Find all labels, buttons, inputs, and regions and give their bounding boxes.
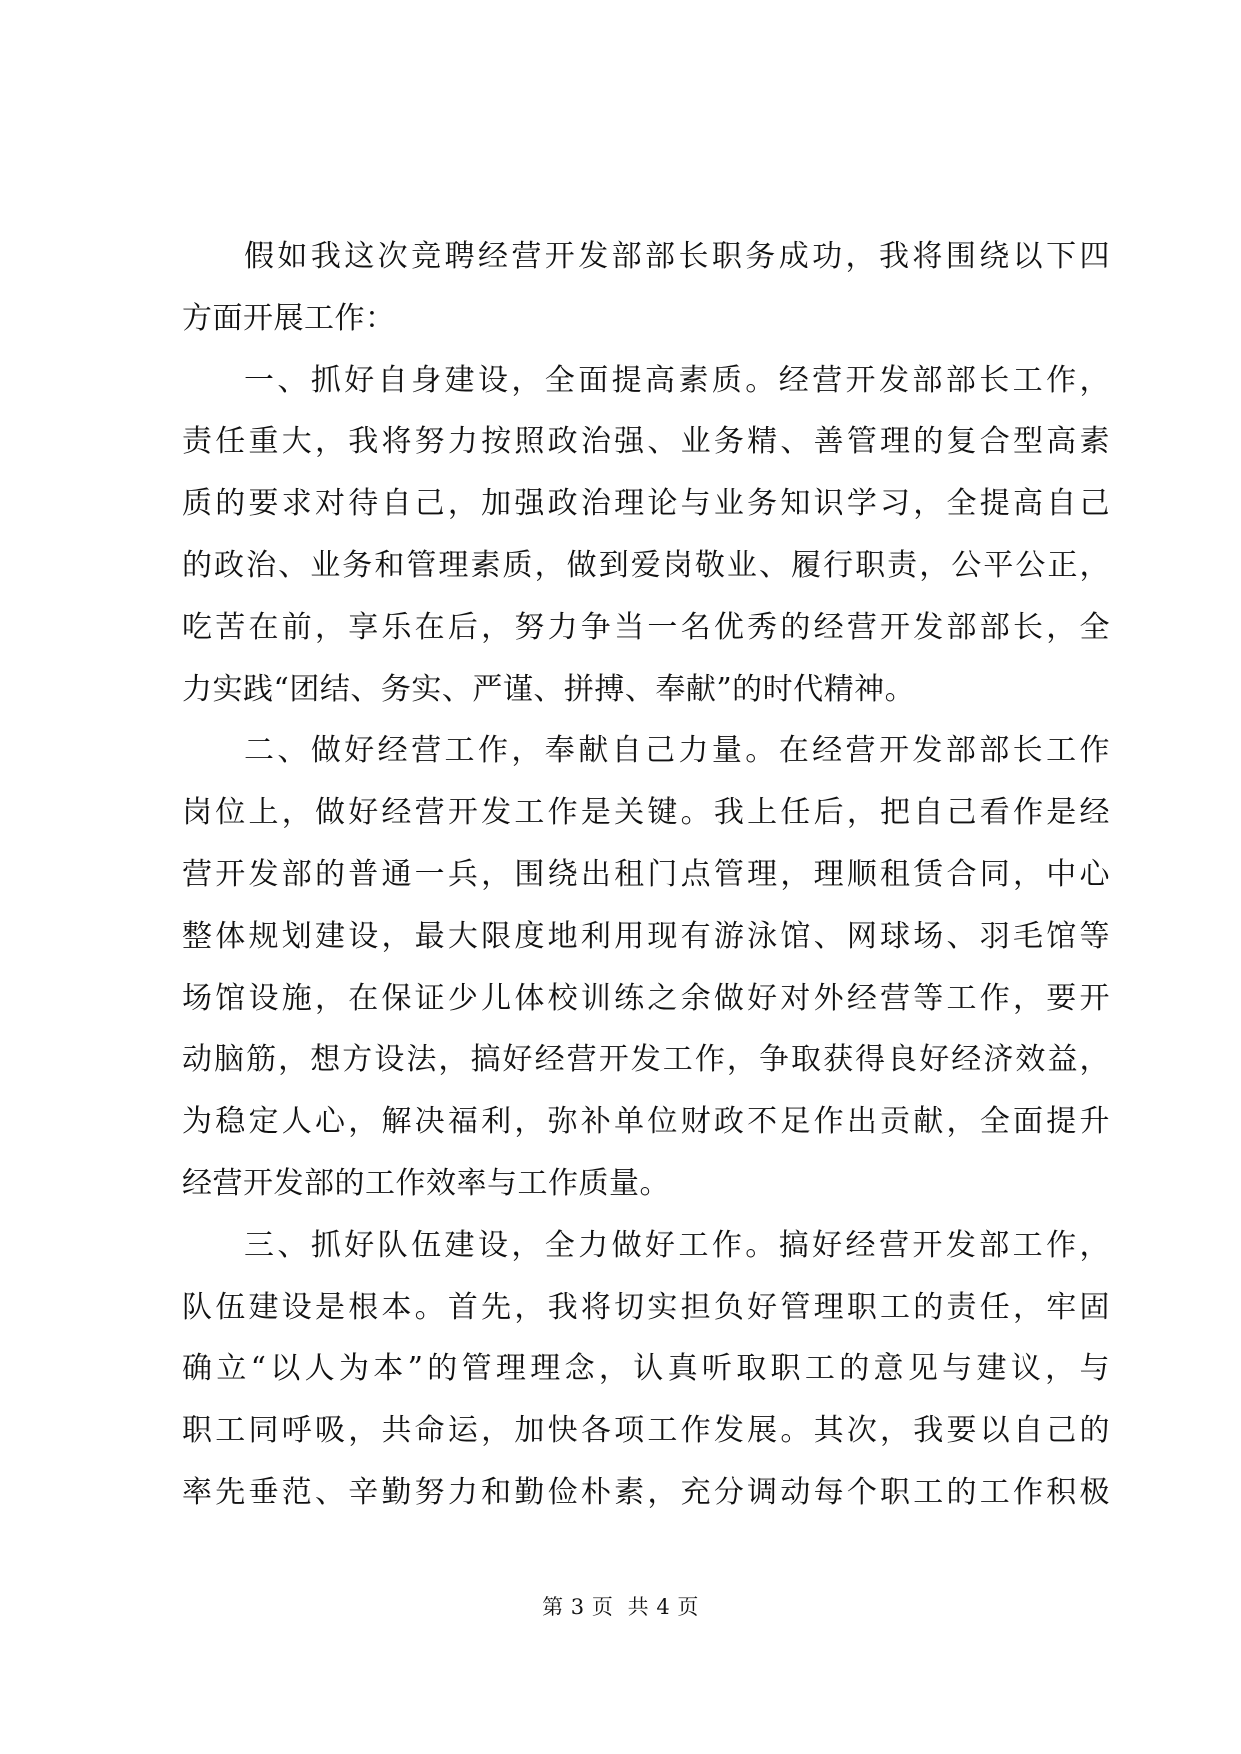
paragraph-line: 假如我这次竞聘经营开发部部长职务成功，我将围绕以下四: [244, 239, 1110, 274]
paragraph-line: 三、抓好队伍建设，全力做好工作。搞好经营开发部工作，: [244, 1227, 1110, 1263]
paragraph-line: 吃苦在前，享乐在后，努力争当一名优秀的经营开发部部长，全: [182, 609, 1110, 645]
paragraph-line: 方面开展工作：: [182, 300, 396, 336]
paragraph-line: 营开发部的普通一兵，围绕出租门点管理，理顺租赁合同，中心: [182, 856, 1110, 892]
paragraph-line: 场馆设施，在保证少儿体校训练之余做好对外经营等工作，要开: [182, 980, 1110, 1016]
page-footer: 第 3 页 共 4 页: [542, 1595, 699, 1619]
paragraph-line: 整体规划建设，最大限度地利用现有游泳馆、网球场、羽毛馆等: [182, 918, 1110, 954]
paragraph-line: 率先垂范、辛勤努力和勤俭朴素，充分调动每个职工的工作积极: [182, 1474, 1110, 1510]
paragraph-line: 队伍建设是根本。首先，我将切实担负好管理职工的责任，牢固: [182, 1289, 1110, 1325]
paragraph-line: 二、做好经营工作，奉献自己力量。在经营开发部部长工作: [244, 733, 1110, 769]
paragraph-line: 责任重大，我将努力按照政治强、业务精、善管理的复合型高素: [182, 424, 1110, 460]
paragraph-line: 为稳定人心，解决福利，弥补单位财政不足作出贡献，全面提升: [182, 1104, 1110, 1140]
paragraph-line: 一、抓好自身建设，全面提高素质。经营开发部部长工作，: [244, 362, 1110, 398]
paragraph-line: 动脑筋，想方设法，搞好经营开发工作，争取获得良好经济效益，: [182, 1042, 1110, 1078]
paragraph-line: 岗位上，做好经营开发工作是关键。我上任后，把自己看作是经: [182, 795, 1110, 831]
paragraph-line: 确立“以人为本”的管理理念，认真听取职工的意见与建议，与: [182, 1351, 1110, 1387]
paragraph-line: 经营开发部的工作效率与工作质量。: [182, 1165, 670, 1201]
document-body: [182, 226, 1110, 1524]
paragraph-line: 质的要求对待自己，加强政治理论与业务知识学习，全提高自己: [182, 486, 1110, 522]
paragraph-line: 职工同呼吸，共命运，加快各项工作发展。其次，我要以自己的: [182, 1413, 1110, 1449]
paragraph-line: 的政治、业务和管理素质，做到爱岗敬业、履行职责，公平公正，: [182, 547, 1110, 583]
paragraph-line: 力实践“团结、务实、严谨、拼搏、奉献”的时代精神。: [182, 671, 916, 707]
